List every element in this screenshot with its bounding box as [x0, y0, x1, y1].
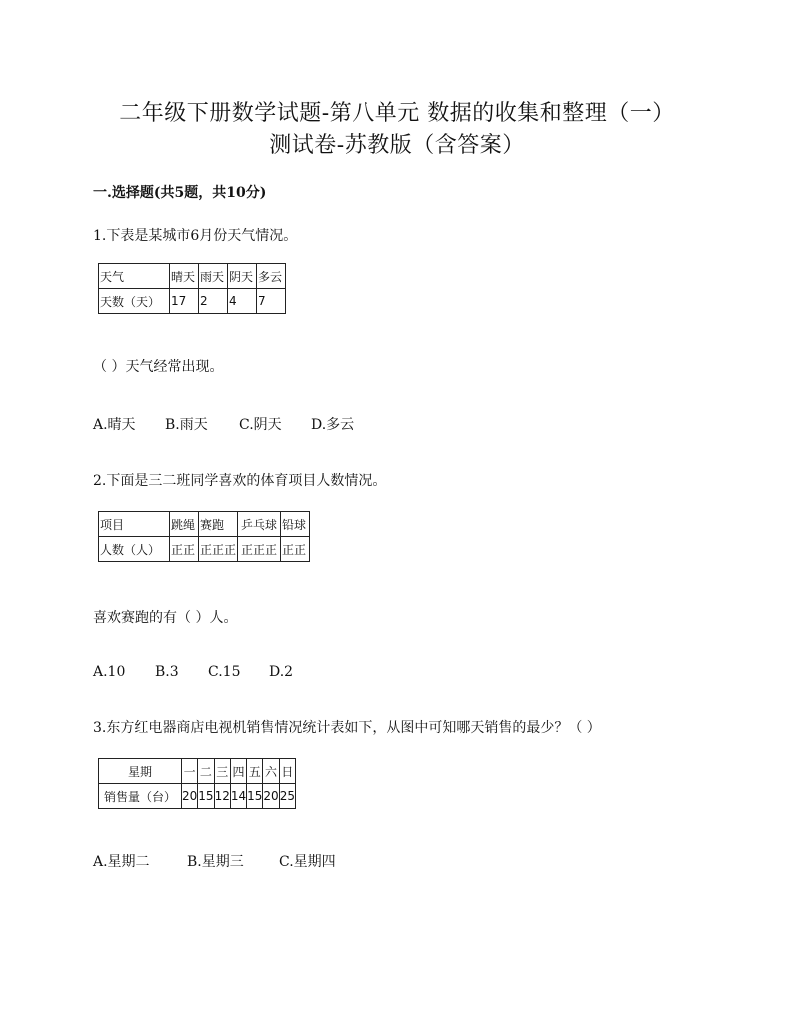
table-cell: 15: [198, 784, 214, 809]
table-row: [99, 759, 296, 784]
table-cell: 20: [182, 784, 198, 809]
table-cell: 多云: [257, 264, 286, 289]
table-cell: 乒乓球: [238, 512, 281, 537]
q1-prompt: （ ）天气经常出现。: [93, 359, 224, 375]
q1-stem: 1.下表是某城市6月份天气情况。: [93, 228, 298, 244]
table-row: [99, 784, 296, 809]
table-cell: 星期: [99, 759, 182, 784]
table-cell: 一: [182, 759, 198, 784]
table-cell: 雨天: [199, 264, 228, 289]
page-title-line-2: 测试卷-苏教版（含答案）: [269, 133, 525, 158]
q3-stem: 3.东方红电器商店电视机销售情况统计表如下，从图中可知哪天销售的最少？（ ）: [93, 720, 601, 736]
q1-option-d[interactable]: D.多云: [311, 417, 355, 433]
table-cell: 跳绳: [170, 512, 199, 537]
table-cell: 人数（人）: [99, 537, 170, 562]
table-cell: 四: [230, 759, 246, 784]
q3-option-c[interactable]: C.星期四: [279, 854, 336, 870]
table-cell: 15: [247, 784, 263, 809]
q2-option-b[interactable]: B.3: [155, 664, 179, 680]
table-cell: 铅球: [281, 512, 310, 537]
table-row: [99, 512, 310, 537]
q1-weather-table: [98, 263, 286, 314]
q2-option-d[interactable]: D.2: [269, 664, 294, 680]
q1-options: [93, 414, 354, 434]
table-row: [99, 537, 310, 562]
table-cell: 正正: [170, 537, 199, 562]
table-cell: 25: [279, 784, 295, 809]
q2-options: [93, 664, 293, 680]
table-cell: 4: [228, 289, 257, 314]
table-cell: 阴天: [228, 264, 257, 289]
table-cell: 12: [214, 784, 230, 809]
q1-option-c[interactable]: C.阴天: [239, 417, 282, 433]
table-cell: 六: [263, 759, 279, 784]
section-heading: 一.选择题(共5题，共10分): [93, 185, 267, 201]
table-cell: 晴天: [170, 264, 199, 289]
q2-option-c[interactable]: C.15: [208, 664, 241, 680]
table-cell: 14: [230, 784, 246, 809]
q3-option-a[interactable]: A.星期二: [93, 854, 150, 870]
table-cell: 赛跑: [199, 512, 238, 537]
table-cell: 天数（天）: [99, 289, 170, 314]
table-cell: 二: [198, 759, 214, 784]
table-cell: 销售量（台）: [99, 784, 182, 809]
table-cell: 20: [263, 784, 279, 809]
q3-sales-table: [98, 758, 296, 809]
table-cell: 17: [170, 289, 199, 314]
page-title-line-1: 二年级下册数学试题-第八单元 数据的收集和整理（一）: [119, 101, 675, 126]
q2-option-a[interactable]: A.10: [93, 664, 126, 680]
table-cell: 日: [279, 759, 295, 784]
table-cell: 2: [199, 289, 228, 314]
q2-sports-table: [98, 511, 310, 562]
q1-option-b[interactable]: B.雨天: [165, 417, 208, 433]
q3-option-b[interactable]: B.星期三: [187, 854, 244, 870]
table-cell: 正正: [281, 537, 310, 562]
table-cell: 正正正: [238, 537, 281, 562]
table-cell: 三: [214, 759, 230, 784]
table-row: [99, 264, 286, 289]
q1-option-a[interactable]: A.晴天: [93, 417, 136, 433]
table-cell: 五: [247, 759, 263, 784]
table-row: [99, 289, 286, 314]
q3-options: [93, 851, 336, 871]
table-cell: 正正正: [199, 537, 238, 562]
table-cell: 项目: [99, 512, 170, 537]
table-cell: 天气: [99, 264, 170, 289]
q2-stem: 2.下面是三二班同学喜欢的体育项目人数情况。: [93, 473, 387, 489]
table-cell: 7: [257, 289, 286, 314]
q2-prompt: 喜欢赛跑的有（ ）人。: [93, 610, 238, 626]
